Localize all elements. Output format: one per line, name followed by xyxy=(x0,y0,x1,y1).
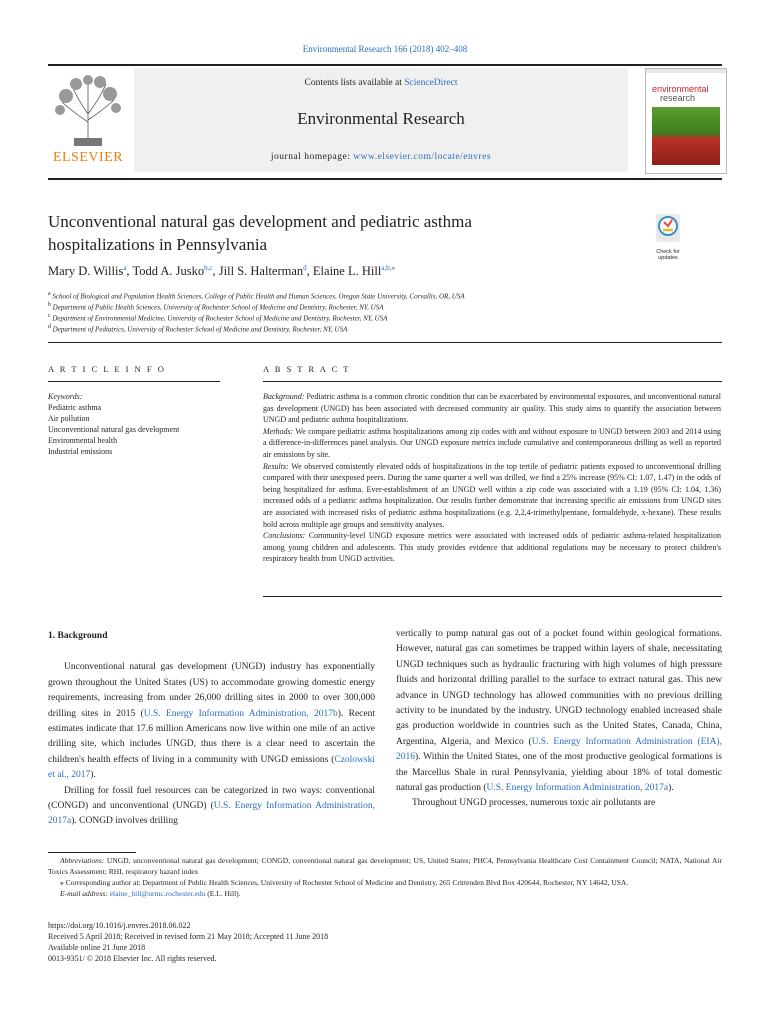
text-run: ). CONGD involves drilling xyxy=(71,816,178,827)
text-run: Unconventional natural gas development (UNGD) industry has exponentially grown throughout the United States (US) to accommodate growing domestic energy requirements, increasing from under 26,000 drilling sites in 2000 to over 300,000 drilling sites in 2015 ( xyxy=(48,662,375,719)
affiliation-d xyxy=(48,324,347,333)
affiliation-text: Department of Public Health Sciences, University of Rochester School of Medicine and Dentistry, Rochester, NY, USA xyxy=(52,303,384,312)
abstract-background-label: Background: xyxy=(263,392,305,401)
homepage-link[interactable]: www.elsevier.com/locate/envres xyxy=(353,152,492,162)
keyword-item: Unconventional natural gas development xyxy=(48,425,180,434)
right-column xyxy=(396,627,722,812)
citation-link[interactable]: U.S. Energy Information Administration (EIA), 2016 xyxy=(396,736,722,763)
keyword-item: Pediatric asthma xyxy=(48,403,102,412)
abstract-results-text: We observed consistently elevated odds of hospitalizations in the top tertile of pediatric patients exposed to unconventional drilling compared with their unexposed peers. During the same quarter a well was drilled, we find a 25% increase (95% CI: 1.07, 1.47) in the odds of being hospitalized for asthma. Ever-establishment of an UNGD well within a zip code was associated with a 1.19 (95% CI: 1.04, 1.36) increased odds of a pediatric asthma hospitalization. Our results further demonstrate that increasing specific air emissions from UNGD sites are associated with increased risks of pediatric asthma hospitalizations (e.g. 2,2,4-trimethylpentane, formaldehyde, x-hexane). These results hold across multiple age groups and sensitivity analyses. xyxy=(263,461,721,529)
text-run: Drilling for fossil fuel resources can be categorized in two ways: conventional (CONGD) and unconventional (UNGD) ( xyxy=(48,785,375,812)
citation-link[interactable]: U.S. Energy Information Administration, 2017b xyxy=(143,708,338,719)
abstract-conclusions xyxy=(263,530,721,565)
email-link[interactable]: elaine_hill@urmc.rochester.edu xyxy=(109,889,206,898)
author-affiliation-marker[interactable]: b,c xyxy=(204,264,213,272)
author-name: Mary D. Willis xyxy=(48,264,124,279)
available-online: Available online 21 June 2018 xyxy=(48,943,146,952)
abstract-background xyxy=(263,391,721,426)
background-paragraph-1 xyxy=(48,660,375,783)
corresponding-author-footnote: ⁎ Corresponding author at: Department of Public Health Sciences, University of Rochester School of Medicine and Dentistry, 265 Crittenden Blvd Box 420644, Rochester, NY 14642, USA. xyxy=(60,878,629,887)
header-top-rule xyxy=(48,64,722,66)
text-run: ). Within the United States, one of the most productive geological formations is the Marcellus Shale in rural Pennsylvania, yielding about 18% of total domestic natural gas production ( xyxy=(396,752,722,794)
received-dates: Received 5 April 2018; Received in revised form 21 May 2018; Accepted 11 June 2018 xyxy=(48,932,329,941)
affiliation-marker: c xyxy=(48,313,51,319)
article-info-rule xyxy=(48,381,220,382)
title-line-1: Unconventional natural gas development and pediatric asthma xyxy=(48,212,472,231)
abstract-rule xyxy=(263,381,722,382)
author-name: Elaine L. Hill xyxy=(312,264,382,279)
abstract-bottom-rule xyxy=(263,596,722,597)
abstract-body xyxy=(263,391,721,565)
author-affiliation-marker[interactable]: a,b,⁎ xyxy=(381,264,395,272)
background-paragraph-3 xyxy=(396,627,722,796)
article-title xyxy=(48,210,608,256)
text-run: ). Recent estimates indicate that 17.6 million Americans now live within one mile of an active drilling site, which includes UNGD, thus there is a clear need to ascertain the children's health effects of living in a community with UNGD emissions ( xyxy=(48,708,375,765)
keyword-item: Air pollution xyxy=(48,414,90,423)
affiliation-b xyxy=(48,302,384,311)
contents-prefix: Contents lists available at xyxy=(304,78,405,88)
abbreviations-footnote xyxy=(48,855,722,877)
abstract-background-text: Pediatric asthma is a common chronic condition that can be exacerbated by environmental exposures, and unconventional natural gas development (UNGD) has been associated with decreased community air quality. This study aims to quantify the association between UNGD and pediatric asthma hospitalizations. xyxy=(263,392,721,425)
text-run: ). xyxy=(90,770,96,781)
email-label: E-mail address: xyxy=(60,889,108,898)
citation-link[interactable]: U.S. Energy Information Administration, 2017a xyxy=(48,801,375,827)
affiliation-text: Department of Pediatrics, University of Rochester School of Medicine and Dentistry, Rochester, NY, USA xyxy=(52,325,348,334)
sciencedirect-link[interactable]: ScienceDirect xyxy=(404,78,458,88)
email-footnote xyxy=(48,888,722,899)
journal-cover[interactable] xyxy=(645,68,727,174)
affiliation-marker: b xyxy=(48,302,51,308)
affiliation-marker: a xyxy=(48,291,51,297)
crossmark-line-1: Check for xyxy=(656,249,680,255)
affiliation-c xyxy=(48,313,387,322)
keyword-item: Environmental health xyxy=(48,436,118,445)
footnote-rule xyxy=(48,852,136,853)
email-suffix: (E.L. Hill). xyxy=(205,889,241,898)
abstract-methods xyxy=(263,426,721,461)
article-info-label: A R T I C L E I N F O xyxy=(48,364,166,374)
affiliation-text: Department of Environmental Medicine, University of Rochester School of Medicine and Dentistry, Rochester, NY, USA xyxy=(52,314,388,323)
crossmark-line-2: updates xyxy=(658,255,678,261)
abstract-conclusions-label: Conclusions: xyxy=(263,531,306,541)
doi-link[interactable]: https://doi.org/10.1016/j.envres.2018.06.022 xyxy=(48,921,191,930)
homepage-prefix: journal homepage: xyxy=(270,152,354,162)
abstract-results-label: Results: xyxy=(263,461,289,471)
section-heading: 1. Background xyxy=(48,631,108,641)
cover-image xyxy=(652,107,720,165)
title-line-2: hospitalizations in Pennsylvania xyxy=(48,235,268,254)
journal-reference[interactable]: Environmental Research 166 (2018) 402–408 xyxy=(302,44,468,54)
footnotes xyxy=(48,855,722,899)
copyright: 0013-9351/ © 2018 Elsevier Inc. All rights reserved. xyxy=(48,954,217,963)
author-separator: , xyxy=(126,264,133,279)
background-paragraph-4: Throughout UNGD processes, numerous toxic air pollutants are xyxy=(412,798,656,809)
author-separator: , xyxy=(212,264,219,279)
citation-link[interactable]: Czolowski et al., 2017 xyxy=(48,754,375,781)
keywords-label: Keywords: xyxy=(48,392,83,401)
header-bottom-rule xyxy=(48,178,722,180)
affiliation-a xyxy=(48,291,465,300)
homepage-line xyxy=(134,152,628,162)
contents-line xyxy=(134,78,628,88)
author-affiliation-marker[interactable]: d xyxy=(303,264,307,272)
elsevier-logo xyxy=(48,72,128,168)
keyword-item: Industrial emissions xyxy=(48,447,113,456)
abbreviations-text: UNGD, unconventional natural gas development; CONGD, conventional natural gas development; US, United States; PHC4, Pennsylvania Healthcare Cost Containment Council; NATA, National Air Toxics Assessment; RHI, respiratory hazard index xyxy=(48,856,722,876)
abstract-label: A B S T R A C T xyxy=(263,364,351,374)
cover-title-2: research xyxy=(660,93,696,103)
author-affiliation-marker[interactable]: a xyxy=(123,264,127,272)
journal-name: Environmental Research xyxy=(297,109,465,128)
author-name: Todd A. Jusko xyxy=(132,264,205,279)
abstract-results xyxy=(263,461,721,531)
affiliations-rule xyxy=(48,342,722,343)
cover-title-1: environmental xyxy=(652,84,709,94)
abstract-conclusions-text: Community-level UNGD exposure metrics were associated with increased odds of pediatric asthma-related hospitalization among young children and adolescents. This study provides evidence that additional regulations may be necessary to protect children's respiratory health from UNGD activities. xyxy=(263,531,721,564)
affiliation-marker: d xyxy=(48,324,51,330)
abbreviations-label: Abbreviations: xyxy=(60,856,105,865)
background-paragraph-2 xyxy=(48,784,375,830)
elsevier-wordmark: ELSEVIER xyxy=(52,150,124,165)
author-list xyxy=(48,264,395,279)
check-for-updates-badge[interactable] xyxy=(648,214,688,261)
author-separator: , xyxy=(306,264,313,279)
crossmark-icon xyxy=(648,214,688,244)
text-run: ). xyxy=(668,783,674,794)
left-column xyxy=(48,629,375,830)
abstract-methods-text: We compare pediatric asthma hospitalizations among zip codes with and without exposure to UNGD between 2003 and 2014 using a difference-in-differences panel analysis. Our UNGD exposure metrics include cumulative and contemporaneous drilling as well as reported air emissions by site. xyxy=(263,426,721,459)
author-name: Jill S. Halterman xyxy=(218,264,304,279)
text-run: vertically to pump natural gas out of a pocket found within geological formations. However, natural gas can sometimes be trapped within layers of shale, necessitating UNGD techniques such as hydraulic fracturing with high volumes of high pressure fluids and horizontal drilling parallel to the surface to extract natural gas. This new advance in UNGD technology has allowed communities with no previous drilling activity to be inundated by the industry. UNGD technology enabled increased shale gas production worldwide in countries such as the United States, Canada, China, Argentina, Algeria, and Mexico ( xyxy=(396,629,722,747)
citation-link[interactable]: U.S. Energy Information Administration, 2017a xyxy=(486,783,669,794)
affiliation-text: School of Biological and Population Health Sciences, College of Public Health and Human Sciences, Oregon State University, Corvallis, OR, USA xyxy=(52,292,465,301)
abstract-methods-label: Methods: xyxy=(263,426,294,436)
